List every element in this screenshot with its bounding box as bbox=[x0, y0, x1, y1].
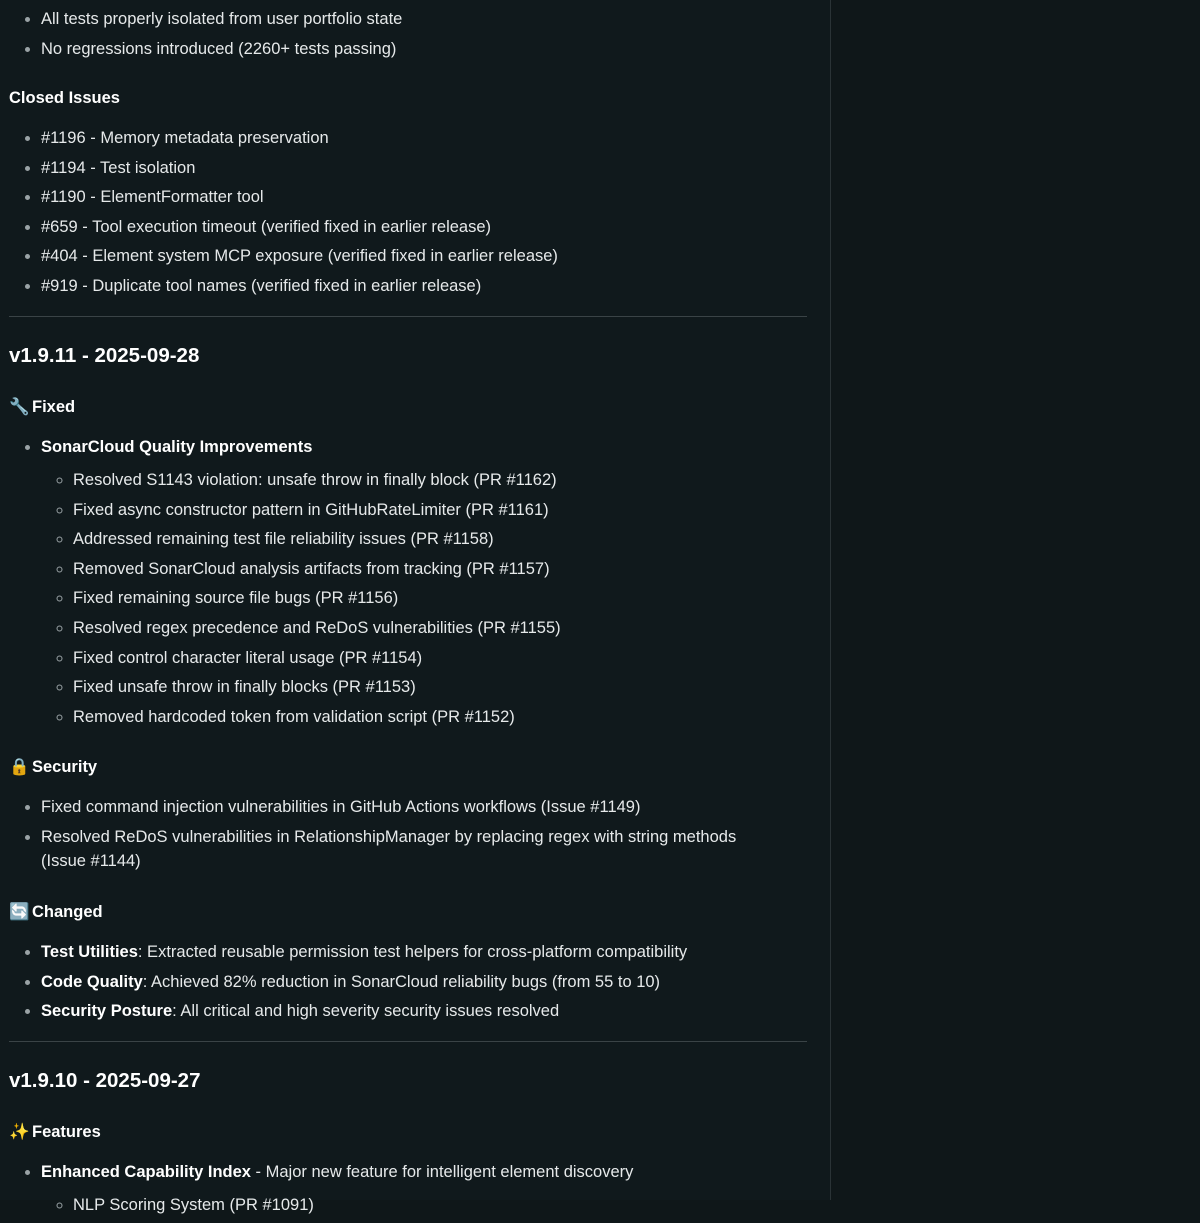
item-label: Code Quality bbox=[41, 972, 143, 991]
sparkles-icon: ✨ bbox=[9, 1122, 30, 1141]
sub-list-item: ◦ Fixed control character literal usage (PR #1154) bbox=[73, 646, 807, 670]
previous-release-list bbox=[9, 7, 807, 66]
release-title: v1.9.10 - 2025-09-27 bbox=[9, 1069, 201, 1092]
item-text: - Major new feature for intelligent element discovery bbox=[250, 1163, 634, 1181]
item-label: Test Utilities bbox=[41, 943, 138, 961]
sub-list-item: ◦ Fixed remaining source file bugs (PR #1156) bbox=[73, 586, 807, 610]
features-heading-label: Features bbox=[32, 1123, 101, 1141]
sub-list-item: ◦ Fixed unsafe throw in finally blocks (PR #1153) bbox=[73, 675, 807, 699]
divider bbox=[9, 1041, 807, 1042]
features-list bbox=[9, 1160, 807, 1223]
sub-list-item: ◦ Fixed async constructor pattern in GitHubRateLimiter (PR #1161) bbox=[73, 498, 807, 522]
list-item bbox=[41, 435, 807, 729]
list-item: • All tests properly isolated from user portfolio state bbox=[41, 7, 807, 31]
list-item: • #659 - Tool execution timeout (verified fixed in earlier release) bbox=[41, 215, 807, 239]
item-text: : Extracted reusable permission test helpers for cross-platform compatibility bbox=[137, 943, 688, 961]
list-item: • Fixed command injection vulnerabilities in GitHub Actions workflows (Issue #1149) bbox=[41, 795, 807, 819]
sub-list-item: ◦ Resolved regex precedence and ReDoS vulnerabilities (PR #1155) bbox=[73, 616, 807, 640]
security-heading bbox=[9, 755, 807, 779]
sub-list-item: ◦ NLP Scoring System (PR #1091) bbox=[73, 1193, 807, 1217]
item-text: : Achieved 82% reduction in SonarCloud reliability bugs (from 55 to 10) bbox=[142, 972, 661, 991]
refresh-icon: 🔄 bbox=[9, 902, 30, 921]
list-item: • #1194 - Test isolation bbox=[41, 156, 807, 180]
closed-issues-list bbox=[9, 126, 807, 304]
list-item: • No regressions introduced (2260+ tests passing) bbox=[41, 37, 807, 61]
changed-heading bbox=[9, 900, 807, 924]
item-label: Security Posture bbox=[41, 1002, 173, 1021]
wrench-icon: 🔧 bbox=[9, 397, 30, 416]
group-title: SonarCloud Quality Improvements bbox=[41, 438, 313, 456]
item-text: : All critical and high severity security issues resolved bbox=[172, 1002, 560, 1021]
sub-list-item: ◦ Removed SonarCloud analysis artifacts from tracking (PR #1157) bbox=[73, 557, 807, 581]
list-item: • Resolved ReDoS vulnerabilities in RelationshipManager by replacing regex with string methods (Issue #1144) bbox=[41, 825, 807, 873]
list-item bbox=[41, 999, 807, 1023]
features-heading bbox=[9, 1120, 807, 1144]
security-list bbox=[9, 795, 807, 878]
item-label: Enhanced Capability Index bbox=[41, 1163, 251, 1181]
list-item: • #404 - Element system MCP exposure (verified fixed in earlier release) bbox=[41, 244, 807, 268]
divider bbox=[9, 316, 807, 317]
fixed-list bbox=[9, 435, 807, 734]
list-item bbox=[41, 970, 807, 994]
changed-list bbox=[9, 940, 807, 1029]
fixed-heading bbox=[9, 395, 807, 419]
list-item bbox=[41, 940, 807, 964]
list-item: • #1190 - ElementFormatter tool bbox=[41, 185, 807, 209]
lock-icon: 🔒 bbox=[9, 757, 30, 776]
sub-list-item: ◦ Resolved S1143 violation: unsafe throw in finally block (PR #1162) bbox=[73, 468, 807, 492]
release-title: v1.9.11 - 2025-09-28 bbox=[9, 344, 200, 367]
fixed-heading-label: Fixed bbox=[32, 398, 76, 416]
closed-issues-heading: Closed Issues bbox=[9, 89, 120, 107]
sub-list-item: ◦ Addressed remaining test file reliability issues (PR #1158) bbox=[73, 527, 807, 551]
changed-heading-label: Changed bbox=[32, 903, 103, 921]
list-item: • #919 - Duplicate tool names (verified fixed in earlier release) bbox=[41, 274, 807, 298]
sub-list-item: ◦ Removed hardcoded token from validation script (PR #1152) bbox=[73, 705, 807, 729]
list-item: • #1196 - Memory metadata preservation bbox=[41, 126, 807, 150]
right-empty-pane bbox=[831, 0, 1200, 1200]
security-heading-label: Security bbox=[32, 758, 98, 776]
list-item bbox=[41, 1160, 807, 1217]
